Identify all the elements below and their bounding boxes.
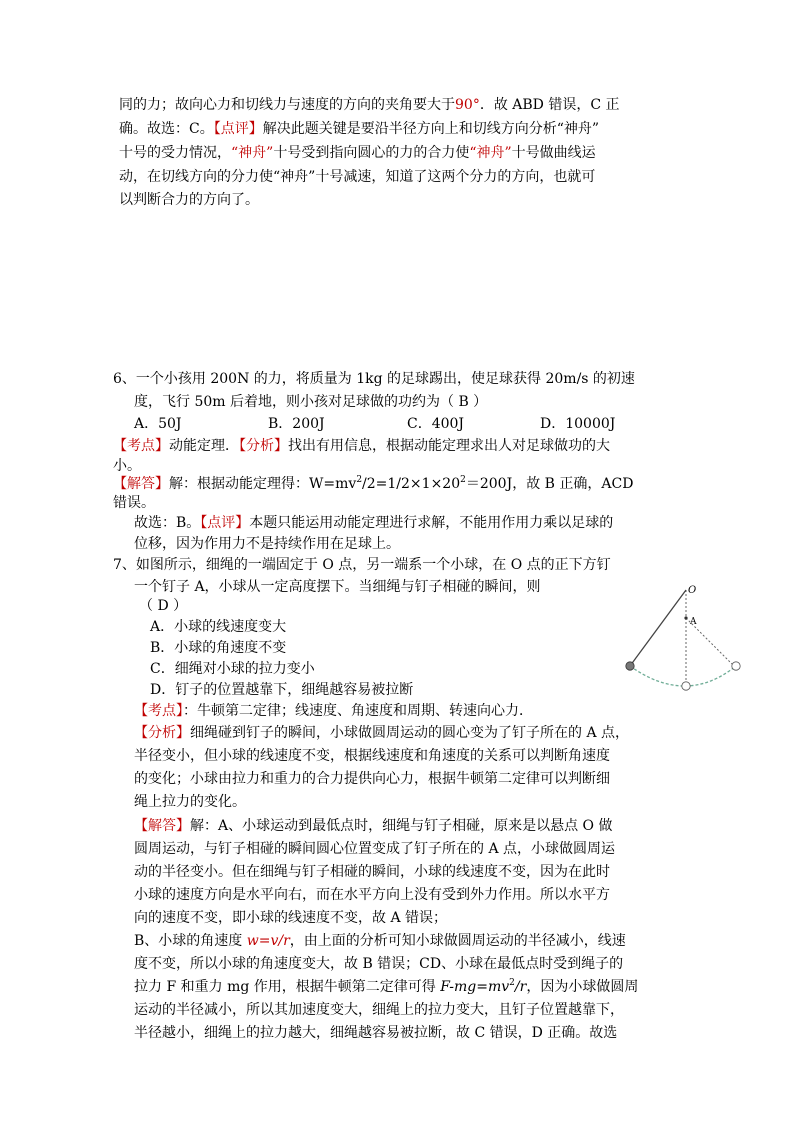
- pendulum-diagram: [618, 582, 748, 694]
- text-run: ．故 ABD 错误，C 正: [479, 97, 620, 113]
- text-run: 十号的受力情况，: [119, 145, 231, 161]
- superscript: 2: [356, 475, 363, 485]
- q6-option-c: C．400J: [407, 416, 465, 432]
- superscript: 2: [460, 475, 466, 485]
- string-line: [630, 590, 686, 666]
- q6-guxuan: [134, 513, 613, 534]
- question-7-answer: （ D ）: [139, 598, 188, 614]
- text-line: 以判断合力的方向了。: [119, 192, 259, 208]
- q7-option-b: B．小球的角速度不变: [150, 640, 287, 656]
- q7-option-a: A．小球的线速度变大: [150, 619, 287, 635]
- fenxi-tag: 【分析】: [134, 725, 190, 741]
- comment-tag: 【点评】: [213, 121, 263, 137]
- label-o: O: [688, 585, 697, 596]
- comment-tag: 【点评】: [200, 515, 250, 531]
- jieda-tag: 【解答】: [113, 476, 169, 492]
- q7-option-c: C．细绳对小球的拉力变小: [150, 661, 315, 677]
- text-run: 细绳碰到钉子的瞬间，小球做圆周运动的圆心变为了钉子所在的 A 点，: [190, 725, 630, 741]
- q6-option-b: B．200J: [268, 416, 325, 432]
- text-run: 确。故选：C。: [119, 121, 214, 137]
- text-line: [119, 143, 596, 164]
- text-line: 小。: [113, 458, 141, 474]
- highlight-term: “神舟”: [469, 145, 512, 161]
- q6-option-a: A．50J: [134, 416, 182, 432]
- text-line: 运动的半径减小，所以其加速度变大，细绳上的拉力变大，且钉子位置越靠下，: [134, 1002, 624, 1018]
- q6-jieda: [113, 474, 633, 495]
- text-run: ：牛顿第二定律；线速度、角速度和周期、转速向心力．: [183, 703, 533, 719]
- q6-kaodian: [113, 436, 610, 457]
- text-run: 本题只能运用动能定理进行求解，不能用作用力乘以足球的: [249, 515, 614, 531]
- kaodian-tag: 【考点】: [113, 438, 169, 454]
- text-line: 错误。: [113, 495, 155, 511]
- text-line: 动的半径变小。但在细绳与钉子相碰的瞬间，小球的线速度不变，因为在此时: [134, 864, 610, 880]
- ball-bottom: [682, 682, 690, 690]
- text-line: [134, 931, 626, 952]
- text-run: 十号做曲线运: [511, 145, 596, 161]
- text-run: 同的力；故向心力和切线力与速度的方向的夹角要大于: [119, 97, 455, 113]
- text-run: 找出有用信息，根据动能定理求出人对足球做功的大: [288, 438, 610, 454]
- text-line: 的变化；小球由拉力和重力的合力提供向心力，根据牛顿第二定律可以判断细: [134, 771, 610, 787]
- question-6-stem: 6、一个小孩用 200N 的力，将质量为 1kg 的足球踢出，使足球获得 20m/s 的初速: [113, 371, 635, 387]
- ball-start: [626, 662, 634, 670]
- text-run: ，因为小球做圆周: [526, 979, 639, 995]
- question-6-stem: 度，飞行 50m 后着地，则小孩对足球做的功约为（ B ）: [134, 394, 488, 410]
- q7-fenxi: [134, 723, 629, 744]
- fenxi-tag: 【分析】: [239, 438, 288, 454]
- text-run: ＝200J，故 B 正确，ACD: [465, 476, 634, 492]
- q6-option-d: D．10000J: [540, 416, 616, 432]
- q7-option-d: D．钉子的位置越靠下，细绳越容易被拉断: [150, 682, 414, 698]
- text-run: B、小球的角速度: [134, 933, 247, 949]
- superscript: 2: [509, 978, 515, 988]
- text-line: 度不变，所以小球的角速度变大，故 B 错误；CD、小球在最低点时受到绳子的: [134, 956, 624, 972]
- text-line: 动，在切线方向的分力使“神舟”十号减速，知道了这两个分力的方向，也就可: [119, 169, 596, 185]
- text-run: 故选：B。: [134, 515, 201, 531]
- question-7-stem: 一个钉子 A，小球从一定高度摆下。当细绳与钉子相碰的瞬间，则: [134, 579, 541, 595]
- kaodian-tag: 【考点】: [134, 703, 183, 719]
- label-a: A: [690, 617, 697, 627]
- highlight-term: “神舟”: [231, 145, 274, 161]
- text-line: 圆周运动，与钉子相碰的瞬间圆心位置变成了钉子所在的 A 点，小球做圆周运: [134, 841, 616, 857]
- text-line: 绳上拉力的变化。: [134, 794, 246, 810]
- nail-point: [684, 616, 687, 619]
- formula: /r: [514, 979, 527, 995]
- text-run: 动能定理．: [169, 438, 239, 454]
- text-line: 半径越小，细绳上的拉力越大，细绳越容易被拉断，故 C 错误，D 正确。故选: [134, 1025, 618, 1041]
- q7-jieda: [134, 816, 613, 837]
- q7-kaodian: [134, 701, 533, 722]
- text-line: 小球的速度方向是水平向右，而在水平方向上没有受到外力作用。所以水平方: [134, 887, 610, 903]
- text-run: 解决此题关键是要沿半径方向上和切线方向分析“神舟”: [262, 121, 600, 137]
- text-line: 半径变小，但小球的线速度不变，根据线速度和角速度的关系可以判断角速度: [134, 748, 610, 764]
- text-run: 解：根据动能定理得：W=mv: [169, 476, 357, 492]
- text-run: ，由上面的分析可知小球做圆周运动的半径减小，线速: [289, 933, 626, 949]
- text-run: 十号受到指向圆心的力的合力使: [273, 145, 470, 161]
- formula: F-mg=mv: [440, 979, 510, 995]
- text-line: [119, 119, 599, 140]
- text-line: [134, 977, 638, 998]
- text-run: 拉力 F 和重力 mg 作用，根据牛顿第二定律可得: [134, 979, 441, 995]
- text-run: 解：A、小球运动到最低点时，细绳与钉子相碰，原来是以悬点 O 做: [190, 818, 613, 834]
- text-line: [119, 95, 620, 116]
- degree-value: 90°: [455, 97, 480, 113]
- text-line: 位移，因为作用力不是持续作用在足球上。: [134, 536, 400, 552]
- jieda-tag: 【解答】: [134, 818, 190, 834]
- text-line: 向的速度不变，即小球的线速度不变，故 A 错误；: [134, 910, 448, 926]
- question-7-stem: 7、如图所示，细绳的一端固定于 O 点，另一端系一个小球，在 O 点的正下方钉: [113, 557, 611, 573]
- text-run: /2=1/2×1×20: [362, 476, 461, 492]
- formula: w=v/r: [246, 933, 290, 949]
- ball-end: [732, 662, 740, 670]
